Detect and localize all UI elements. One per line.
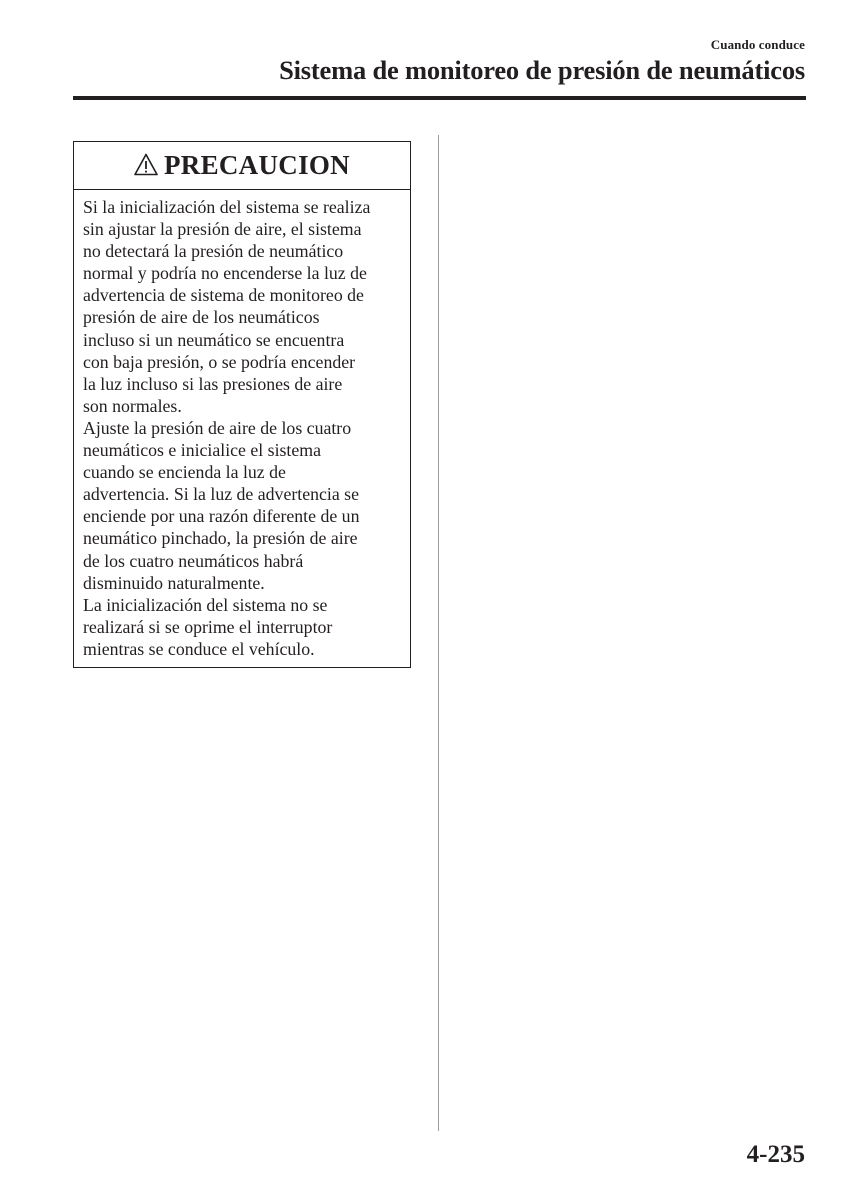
page-number: 4-235 (746, 1141, 805, 1168)
text-line: Ajuste la presión de aire de los cuatro (83, 417, 352, 438)
caution-body (74, 190, 410, 660)
text-line: La inicialización del sistema no se (83, 594, 328, 615)
section-label: Cuando conduce (710, 37, 805, 52)
caution-box (73, 141, 411, 668)
text-line: disminuido naturalmente. (83, 572, 265, 593)
title-rule (73, 96, 806, 100)
caution-paragraph (83, 594, 404, 660)
text-line: neumáticos e inicialice el sistema (83, 440, 321, 461)
text-line: cuando se encienda la luz de (83, 462, 286, 483)
text-line: presión de aire de los neumáticos (83, 307, 320, 328)
caution-paragraph (83, 417, 404, 594)
column-divider (438, 135, 439, 1131)
caution-header (74, 142, 410, 190)
text-line: realizará si se oprime el interruptor (83, 616, 333, 637)
text-line: advertencia. Si la luz de advertencia se (83, 484, 359, 505)
text-line: enciende por una razón diferente de un (83, 506, 360, 527)
text-line: son normales. (83, 395, 182, 416)
caution-paragraph (83, 196, 404, 417)
text-line: sin ajustar la presión de aire, el sistema (83, 219, 362, 240)
text-line: la luz incluso si las presiones de aire (83, 373, 343, 394)
text-line: normal y podría no encenderse la luz de (83, 263, 367, 284)
text-line: advertencia de sistema de monitoreo de (83, 285, 364, 306)
page-title: Sistema de monitoreo de presión de neumáticos (279, 55, 805, 85)
warning-triangle-icon (134, 153, 158, 176)
text-line: no detectará la presión de neumático (83, 241, 344, 262)
text-line: de los cuatro neumáticos habrá (83, 550, 304, 571)
text-line: Si la inicialización del sistema se realiza (83, 197, 371, 217)
text-line: con baja presión, o se podría encender (83, 351, 356, 372)
text-line: mientras se conduce el vehículo. (83, 638, 315, 659)
text-line: neumático pinchado, la presión de aire (83, 528, 358, 549)
caution-title: PRECAUCION (163, 150, 350, 180)
text-line: incluso si un neumático se encuentra (83, 329, 345, 350)
